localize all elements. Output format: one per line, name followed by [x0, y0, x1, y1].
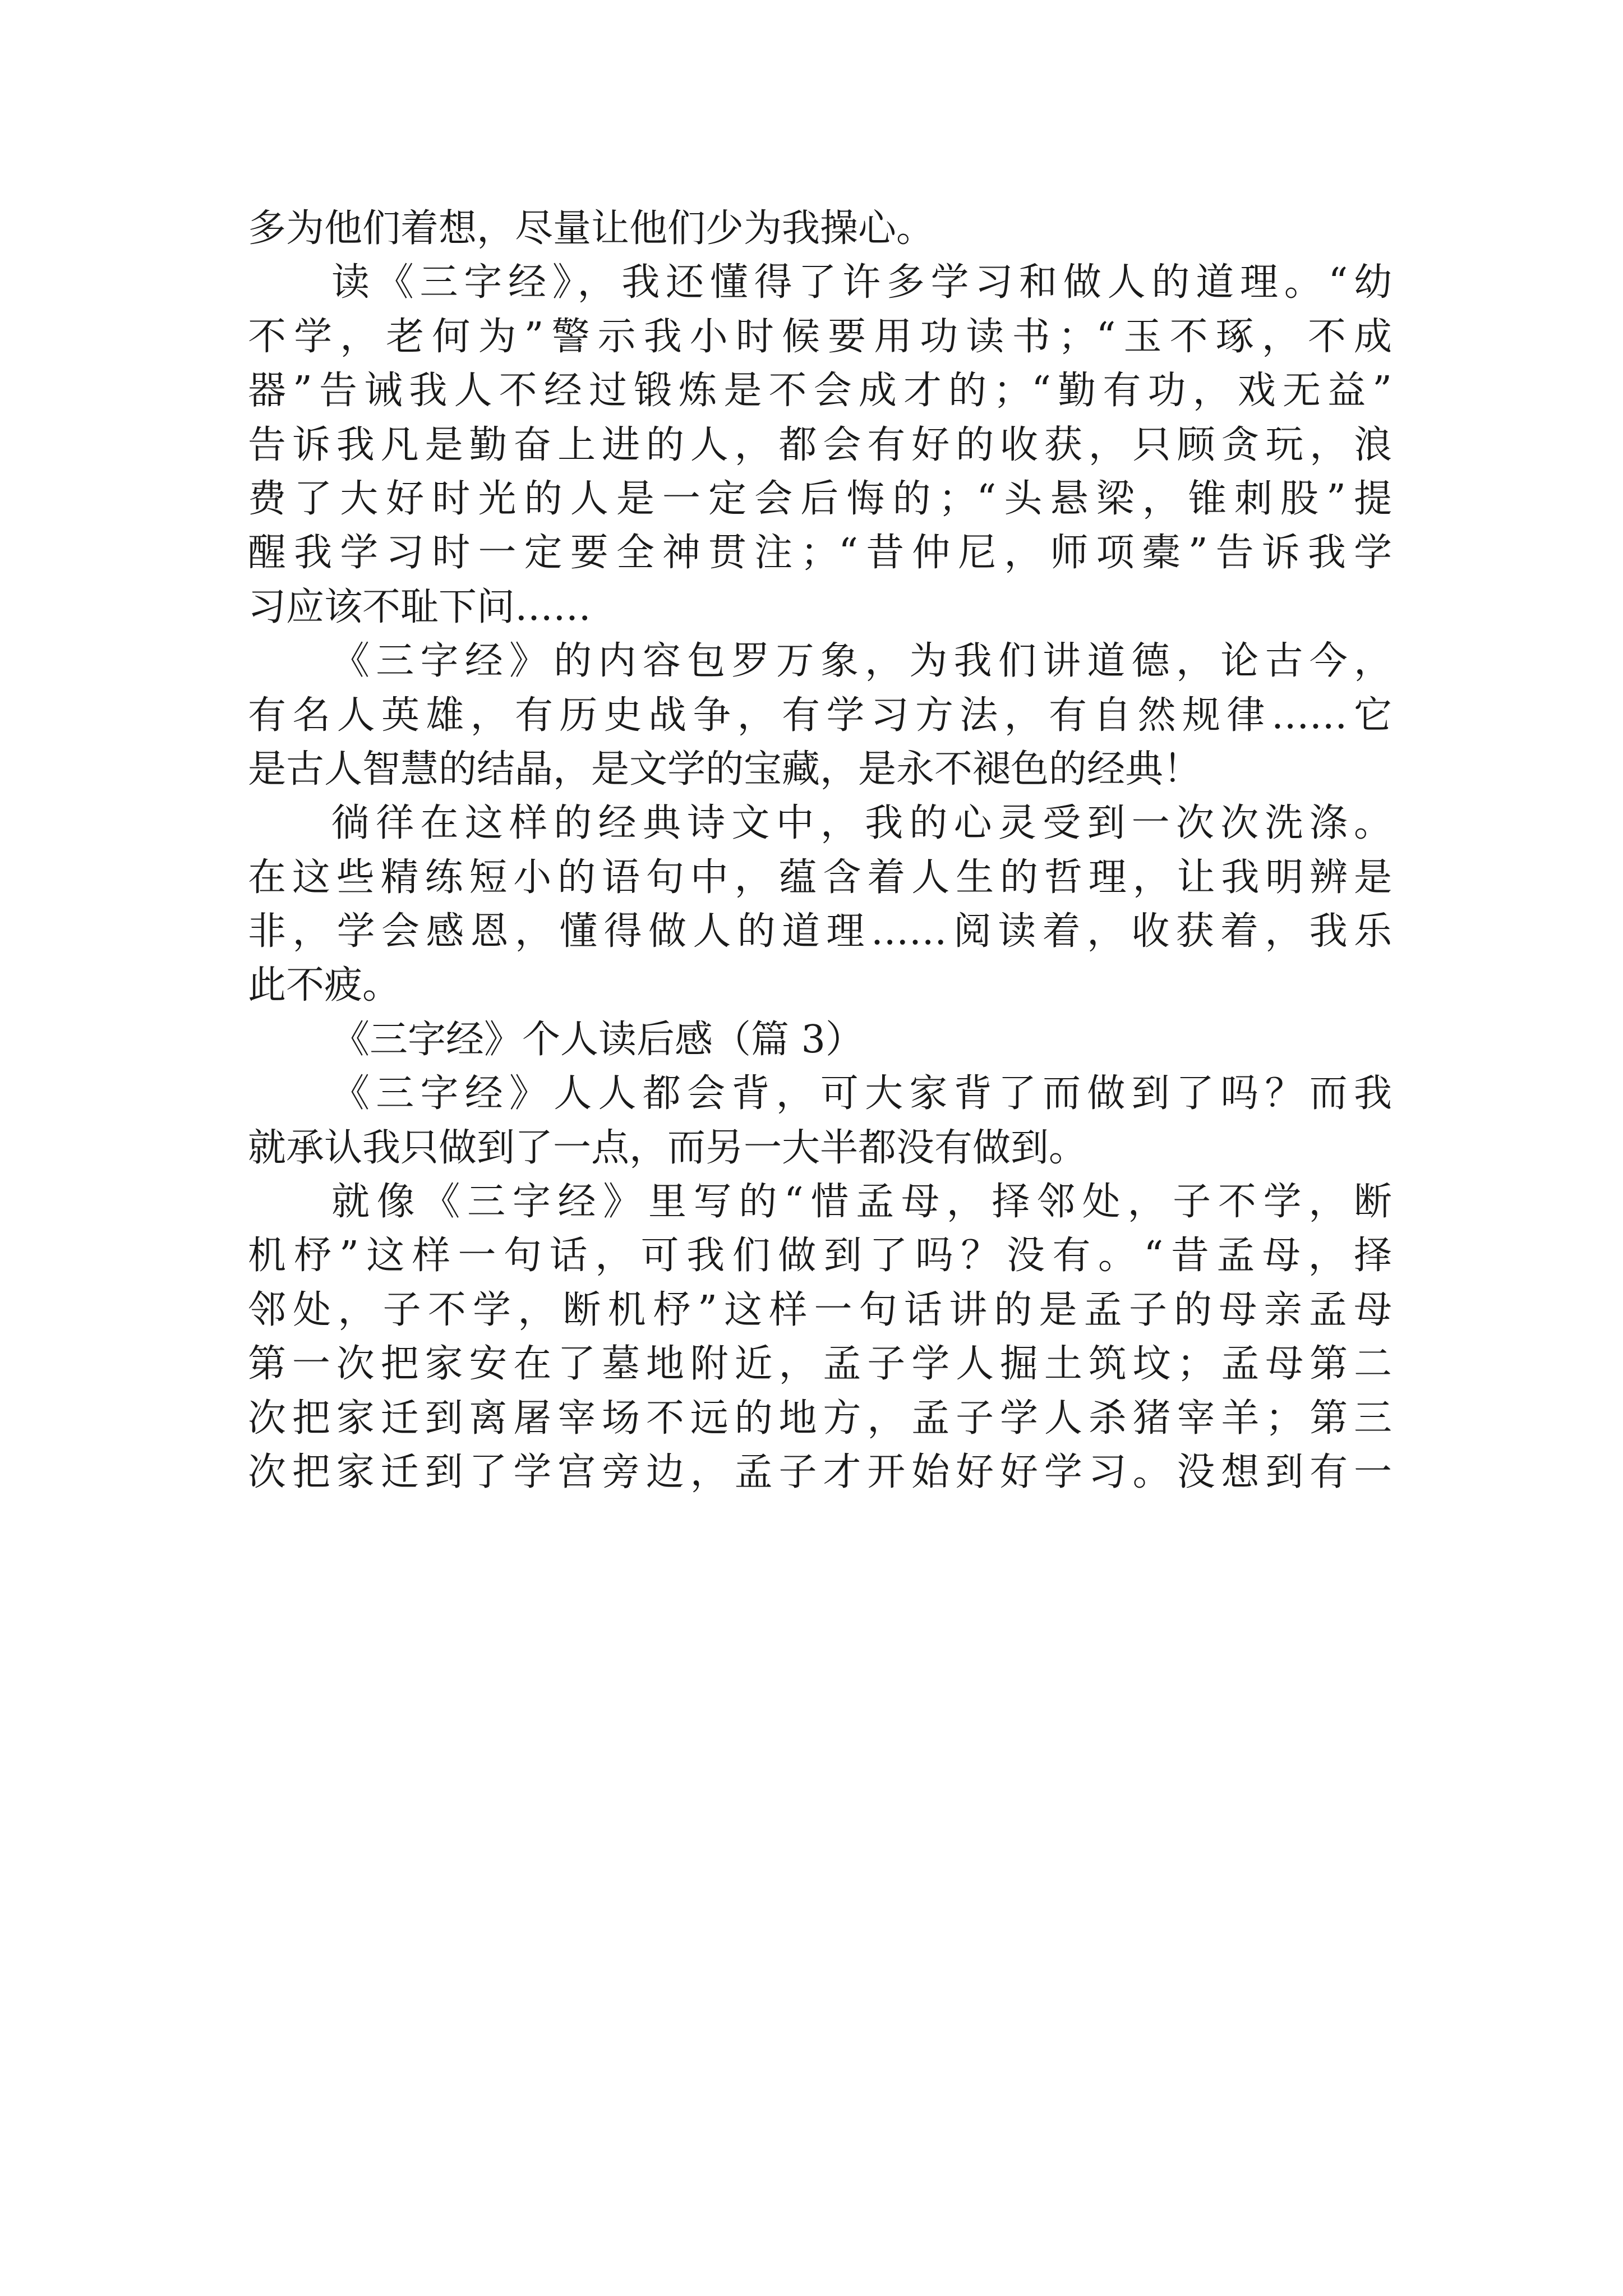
text-line: 邻处，子不学，断机杼”这样一句话讲的是孟子的母亲孟母	[248, 1287, 1392, 1332]
text-line: 不学，老何为”警示我小时候要用功读书；“玉不琢，不成	[248, 314, 1392, 359]
text-line: 徜徉在这样的经典诗文中，我的心灵受到一次次洗涤。	[331, 801, 1392, 846]
text-line: 此不疲。	[248, 963, 401, 1008]
text-line: 非，学会感恩，懂得做人的道理……阅读着，收获着，我乐	[248, 909, 1392, 954]
text-line: 告诉我凡是勤奋上进的人，都会有好的收获，只顾贪玩，浪	[248, 422, 1392, 467]
text-line: 就承认我只做到了一点，而另一大半都没有做到。	[248, 1125, 1087, 1170]
text-line: 次把家迁到离屠宰场不远的地方，孟子学人杀猪宰羊；第三	[248, 1396, 1392, 1441]
text-line: 是古人智慧的结晶，是文学的宝藏，是永不褪色的经典！	[248, 747, 1202, 792]
text-line: 习应该不耻下问……	[248, 585, 592, 629]
text-line: 有名人英雄，有历史战争，有学习方法，有自然规律……它	[248, 693, 1392, 738]
text-line: 在这些精练短小的语句中，蕴含着人生的哲理，让我明辨是	[248, 855, 1392, 900]
text-line: 醒我学习时一定要全神贯注；“昔仲尼，师项橐”告诉我学	[248, 531, 1392, 576]
text-line: 《三字经》个人读后感（篇 3）	[331, 1017, 864, 1062]
text-line: 机杼”这样一句话，可我们做到了吗？没有。“昔孟母，择	[248, 1234, 1392, 1278]
text-line: 第一次把家安在了墓地附近，孟子学人掘土筑坟；孟母第二	[248, 1342, 1392, 1387]
text-line: 次把家迁到了学宫旁边，孟子才开始好好学习。没想到有一	[248, 1450, 1392, 1494]
text-line: 器”告诫我人不经过锻炼是不会成才的；“勤有功，戏无益”	[248, 369, 1392, 413]
text-line: 读《三字经》，我还懂得了许多学习和做人的道理。“幼	[331, 260, 1392, 305]
body-text	[248, 202, 1392, 1499]
text-line: 多为他们着想，尽量让他们少为我操心。	[248, 206, 935, 251]
text-line: 就像《三字经》里写的“惜孟母，择邻处，子不学，断	[331, 1180, 1392, 1225]
text-line: 《三字经》人人都会背，可大家背了而做到了吗？而我	[331, 1071, 1392, 1116]
text-line: 《三字经》的内容包罗万象，为我们讲道德，论古今，	[331, 639, 1392, 684]
text-line: 费了大好时光的人是一定会后悔的；“头悬梁，锥刺股”提	[248, 476, 1392, 521]
